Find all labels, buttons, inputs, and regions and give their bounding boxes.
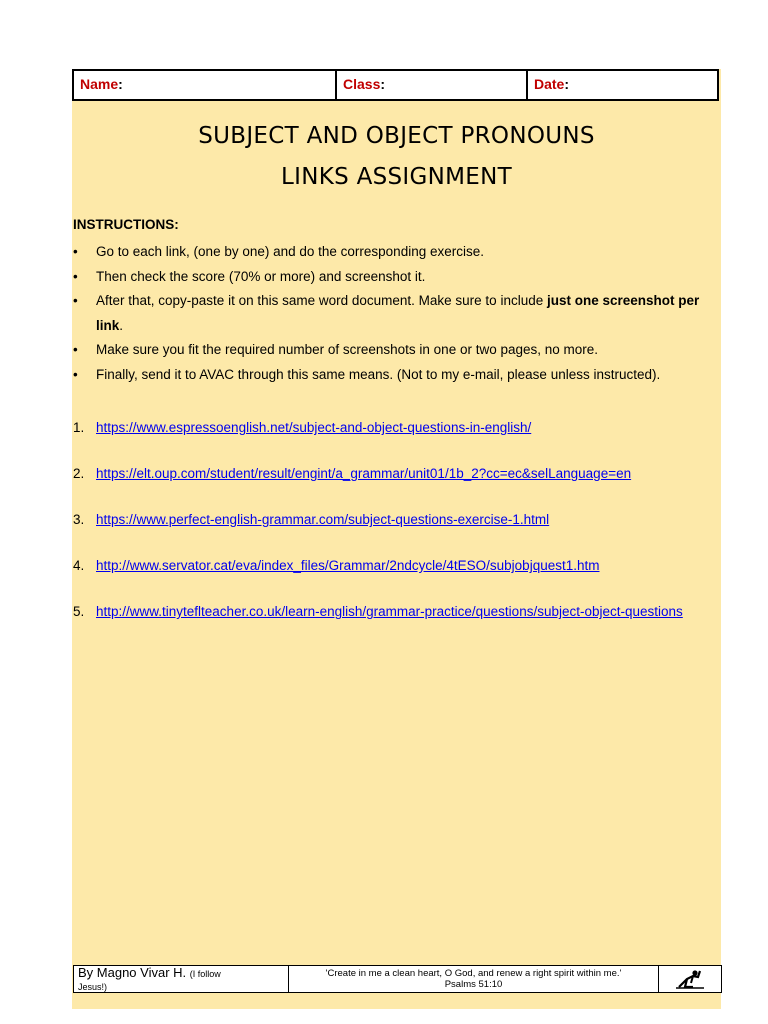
verse-quote: 'Create in me a clean heart, O God, and renew a right spirit within me.'	[325, 968, 622, 979]
footer-table	[73, 965, 722, 993]
list-item	[73, 512, 723, 558]
link-number: 3.	[73, 512, 85, 527]
bullet-icon: •	[73, 293, 78, 308]
link-number: 2.	[73, 466, 85, 481]
author-note-continued: Jesus!)	[78, 982, 108, 992]
instructions-heading: INSTRUCTIONS:	[73, 217, 179, 232]
exercise-link-1[interactable]: https://www.espressoenglish.net/subject-and-object-questions-in-english/	[96, 420, 532, 435]
bullet-icon: •	[73, 366, 78, 382]
author-cell	[74, 966, 289, 992]
date-label: Date	[534, 76, 565, 92]
instructions-list	[73, 240, 723, 387]
list-item: • Then check the score (70% or more) and screenshot it.	[73, 265, 723, 290]
kneeling-figure-icon	[673, 967, 707, 991]
exercise-link-3[interactable]: https://www.perfect-english-grammar.com/subject-questions-exercise-1.html	[96, 512, 550, 527]
list-item	[73, 604, 723, 650]
list-item: • Finally, send it to AVAC through this same means. (Not to my e-mail, please unless instructed).	[73, 363, 723, 388]
class-cell[interactable]: Class:	[337, 71, 528, 99]
student-info-table	[72, 69, 719, 101]
list-item: • Make sure you fit the required number of screenshots in one or two pages, no more.	[73, 338, 723, 363]
verse-cell	[289, 966, 659, 992]
exercise-link-5[interactable]: http://www.tinyteflteacher.co.uk/learn-english/grammar-practice/questions/subject-object-questions	[96, 604, 683, 619]
author-name: By Magno Vivar H.	[78, 965, 187, 980]
emphasis-text: just one screenshot per link	[96, 293, 700, 333]
bullet-icon: •	[73, 268, 78, 284]
list-item	[73, 420, 723, 466]
bullet-icon: •	[73, 342, 78, 357]
page-subtitle: LINKS ASSIGNMENT	[281, 164, 512, 190]
list-item: • Go to each link, (one by one) and do the corresponding exercise.	[73, 240, 723, 265]
date-cell[interactable]: Date:	[534, 76, 570, 92]
class-label: Class	[343, 76, 381, 92]
name-label: Name	[80, 76, 119, 92]
link-number: 5.	[73, 604, 85, 619]
link-number: 1.	[73, 420, 85, 435]
list-item	[73, 558, 723, 604]
list-item	[73, 466, 723, 512]
author-note: (I follow	[189, 969, 221, 979]
name-cell[interactable]: Name:	[74, 71, 337, 99]
list-item: • After that, copy-paste it on this same word document. Make sure to include just one screenshot per link.	[73, 289, 723, 338]
link-number: 4.	[73, 558, 85, 573]
links-list	[73, 420, 723, 650]
bullet-icon: •	[73, 244, 78, 259]
verse-reference: Psalms 51:10	[444, 979, 503, 990]
exercise-link-4[interactable]: http://www.servator.cat/eva/index_files/Grammar/2ndcycle/4tESO/subjobjquest1.htm	[96, 558, 600, 573]
exercise-link-2[interactable]: https://elt.oup.com/student/result/engint/a_grammar/unit01/1b_2?cc=ec&selLanguage=en	[96, 466, 632, 481]
page-title: SUBJECT AND OBJECT PRONOUNS	[198, 123, 595, 149]
logo-cell	[659, 966, 721, 992]
